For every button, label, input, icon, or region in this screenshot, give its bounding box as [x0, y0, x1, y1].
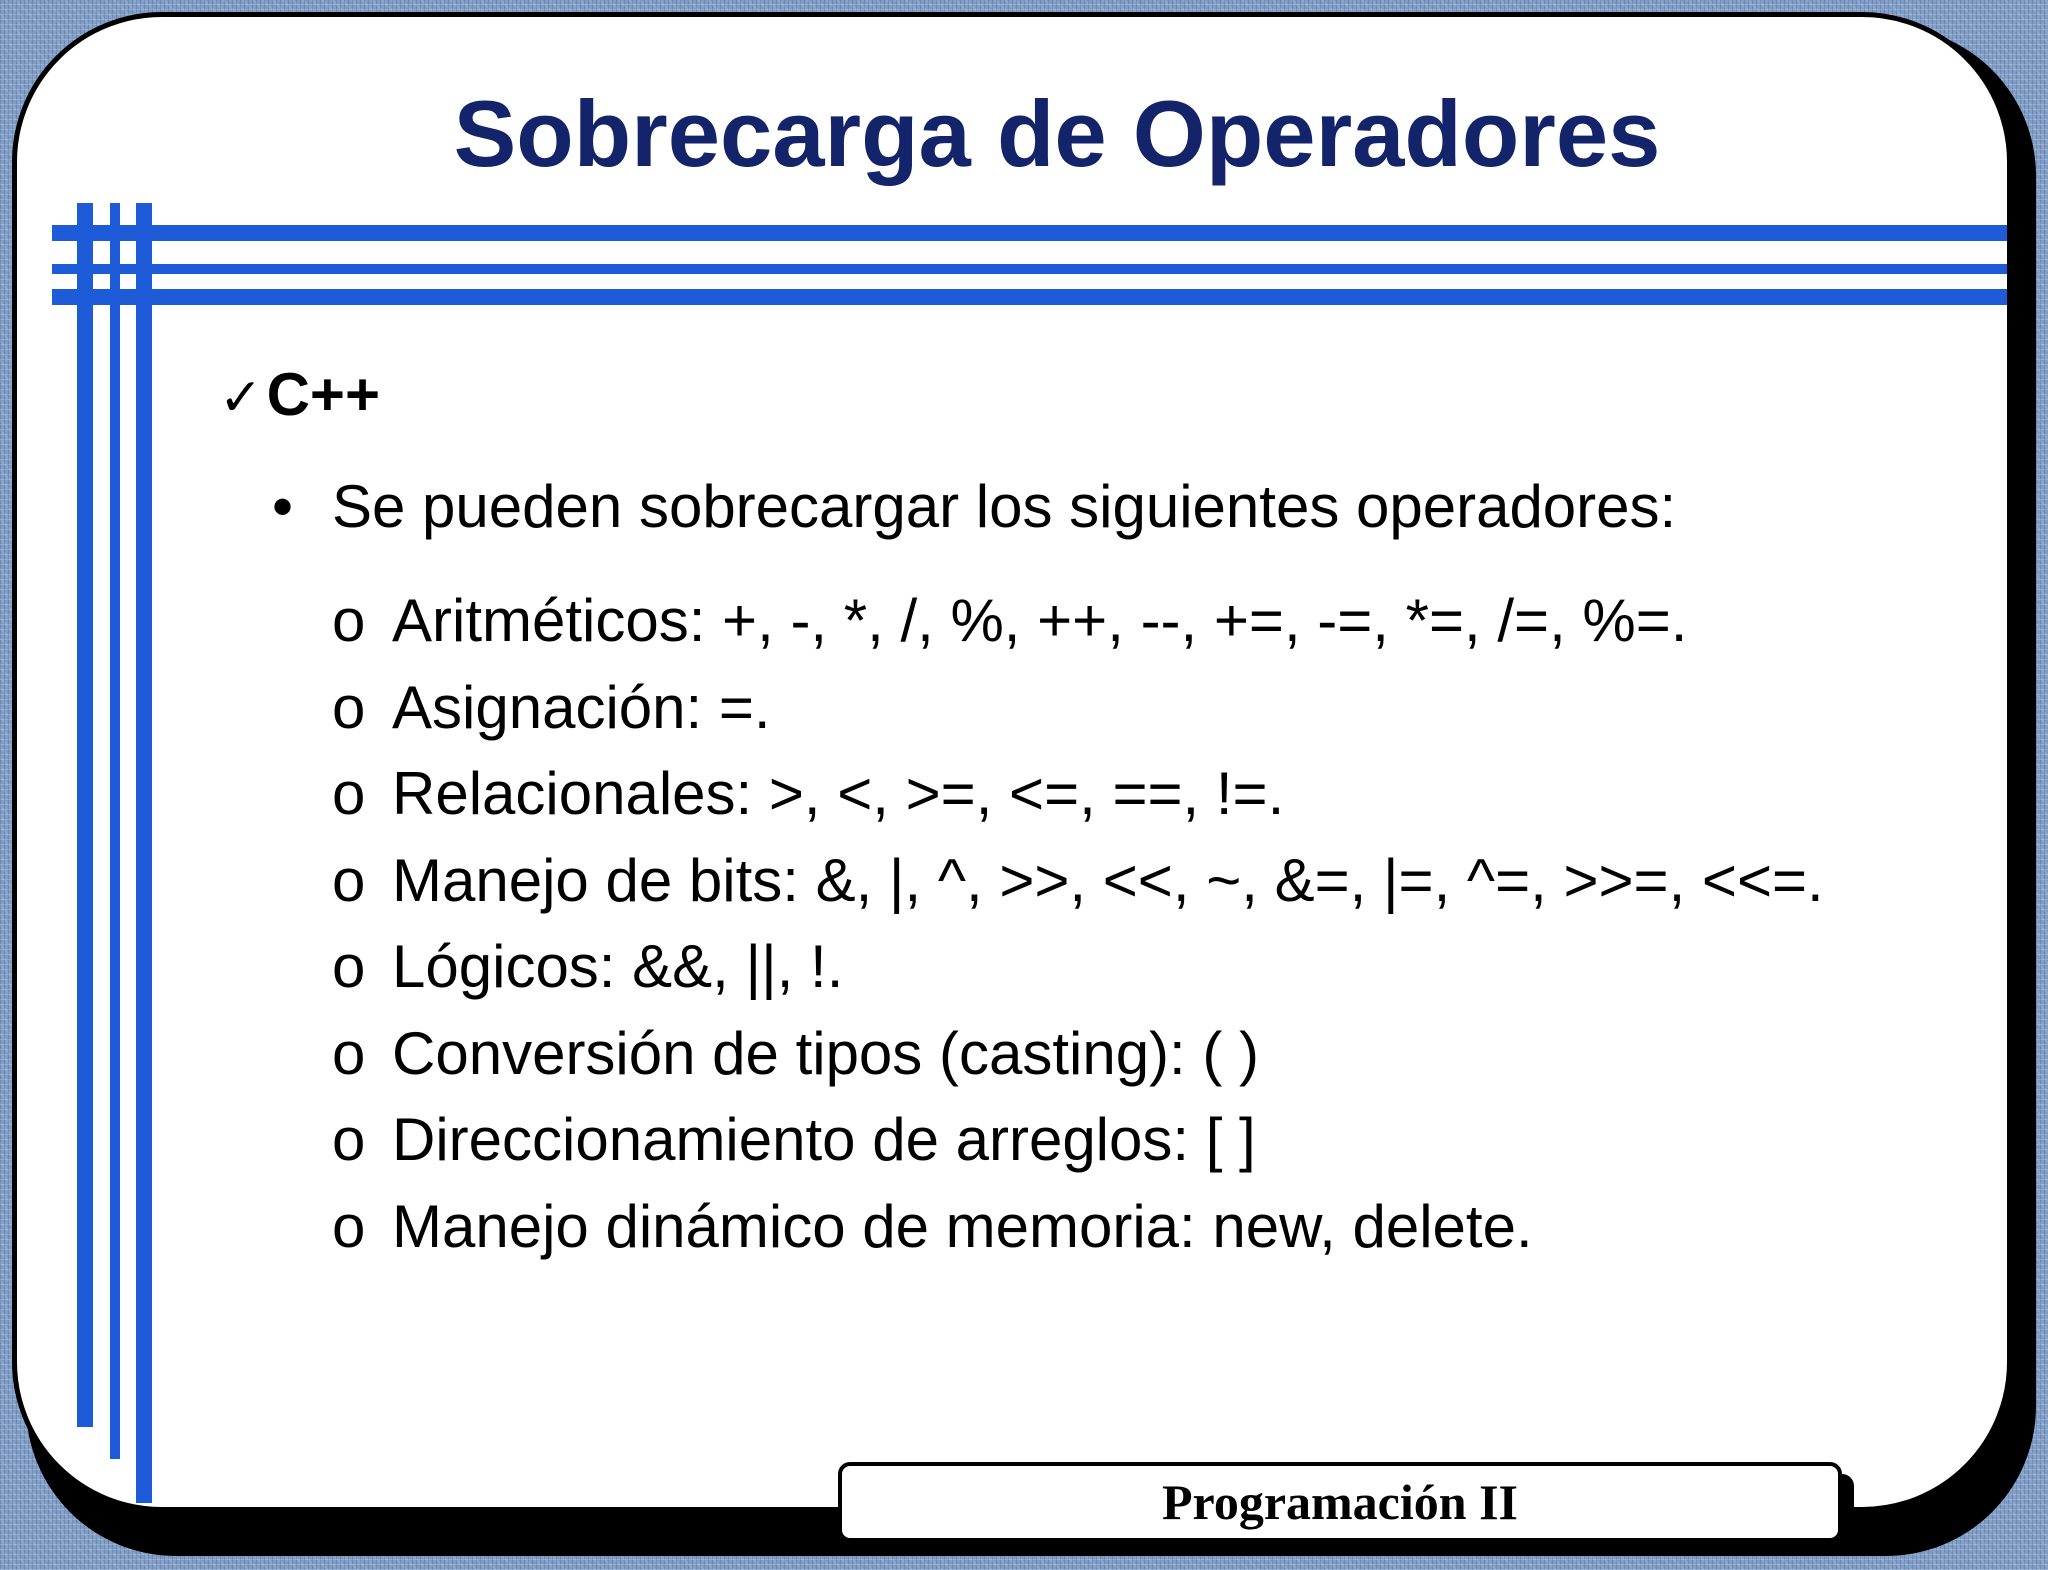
left-vertical-bar-1	[77, 203, 93, 1427]
checkmark-icon: ✓	[219, 368, 263, 428]
bullet-icon: •	[272, 473, 294, 540]
list-item-text: Conversión de tipos (casting): ( )	[392, 1019, 1260, 1087]
sub-bullet-icon: o	[332, 587, 366, 654]
list-item	[332, 760, 1824, 851]
slide-title: Sobrecarga de Operadores	[453, 81, 1661, 186]
list-item-text: Lógicos: &&, ||, !.	[392, 933, 844, 1000]
section-heading-text: C++	[266, 361, 380, 428]
list-item-text: Direccionamiento de arreglos: [ ]	[392, 1106, 1256, 1173]
sub-bullet-icon: o	[332, 760, 366, 827]
list-item-text: Relacionales: >, <, >=, <=, ==, !=.	[392, 760, 1285, 827]
footer-course-label: Programación II	[838, 1462, 1842, 1542]
list-item-text: Manejo de bits: &, |, ^, >>, <<, ~, &=, |=, ^=, >>=, <<=.	[392, 846, 1824, 914]
left-vertical-bar-2	[110, 203, 120, 1459]
sub-bullet-icon: o	[332, 1106, 366, 1173]
sub-bullet-icon: o	[332, 1192, 366, 1260]
list-item-text: Asignación: =.	[392, 673, 771, 741]
sub-bullet-icon: o	[332, 673, 366, 741]
list-item	[332, 1019, 1824, 1111]
list-item	[332, 673, 1824, 765]
list-item-text: Aritméticos: +, -, *, /, %, ++, --, +=, -=, *=, /=, %=.	[392, 587, 1688, 654]
title-underline-bar-bottom	[52, 289, 2010, 305]
bullet-text: Se pueden sobrecargar los siguientes operadores:	[332, 473, 1677, 540]
title-underline-bar-top	[52, 225, 2010, 241]
left-vertical-bar-3	[136, 203, 152, 1503]
list-item	[332, 587, 1824, 678]
title-underline-bar-middle	[52, 264, 2010, 274]
list-item	[332, 933, 1824, 1024]
sub-bullet-icon: o	[332, 846, 366, 914]
list-item	[332, 846, 1824, 938]
bullet-item	[272, 473, 1677, 540]
section-heading	[219, 361, 380, 428]
sub-bullet-icon: o	[332, 1019, 366, 1087]
list-item	[332, 1106, 1824, 1197]
list-item	[332, 1192, 1824, 1284]
list-item-text: Manejo dinámico de memoria: new, delete.	[392, 1192, 1533, 1260]
sub-bullet-icon: o	[332, 933, 366, 1000]
slide-card	[12, 12, 2012, 1512]
operator-list	[332, 587, 1824, 1283]
